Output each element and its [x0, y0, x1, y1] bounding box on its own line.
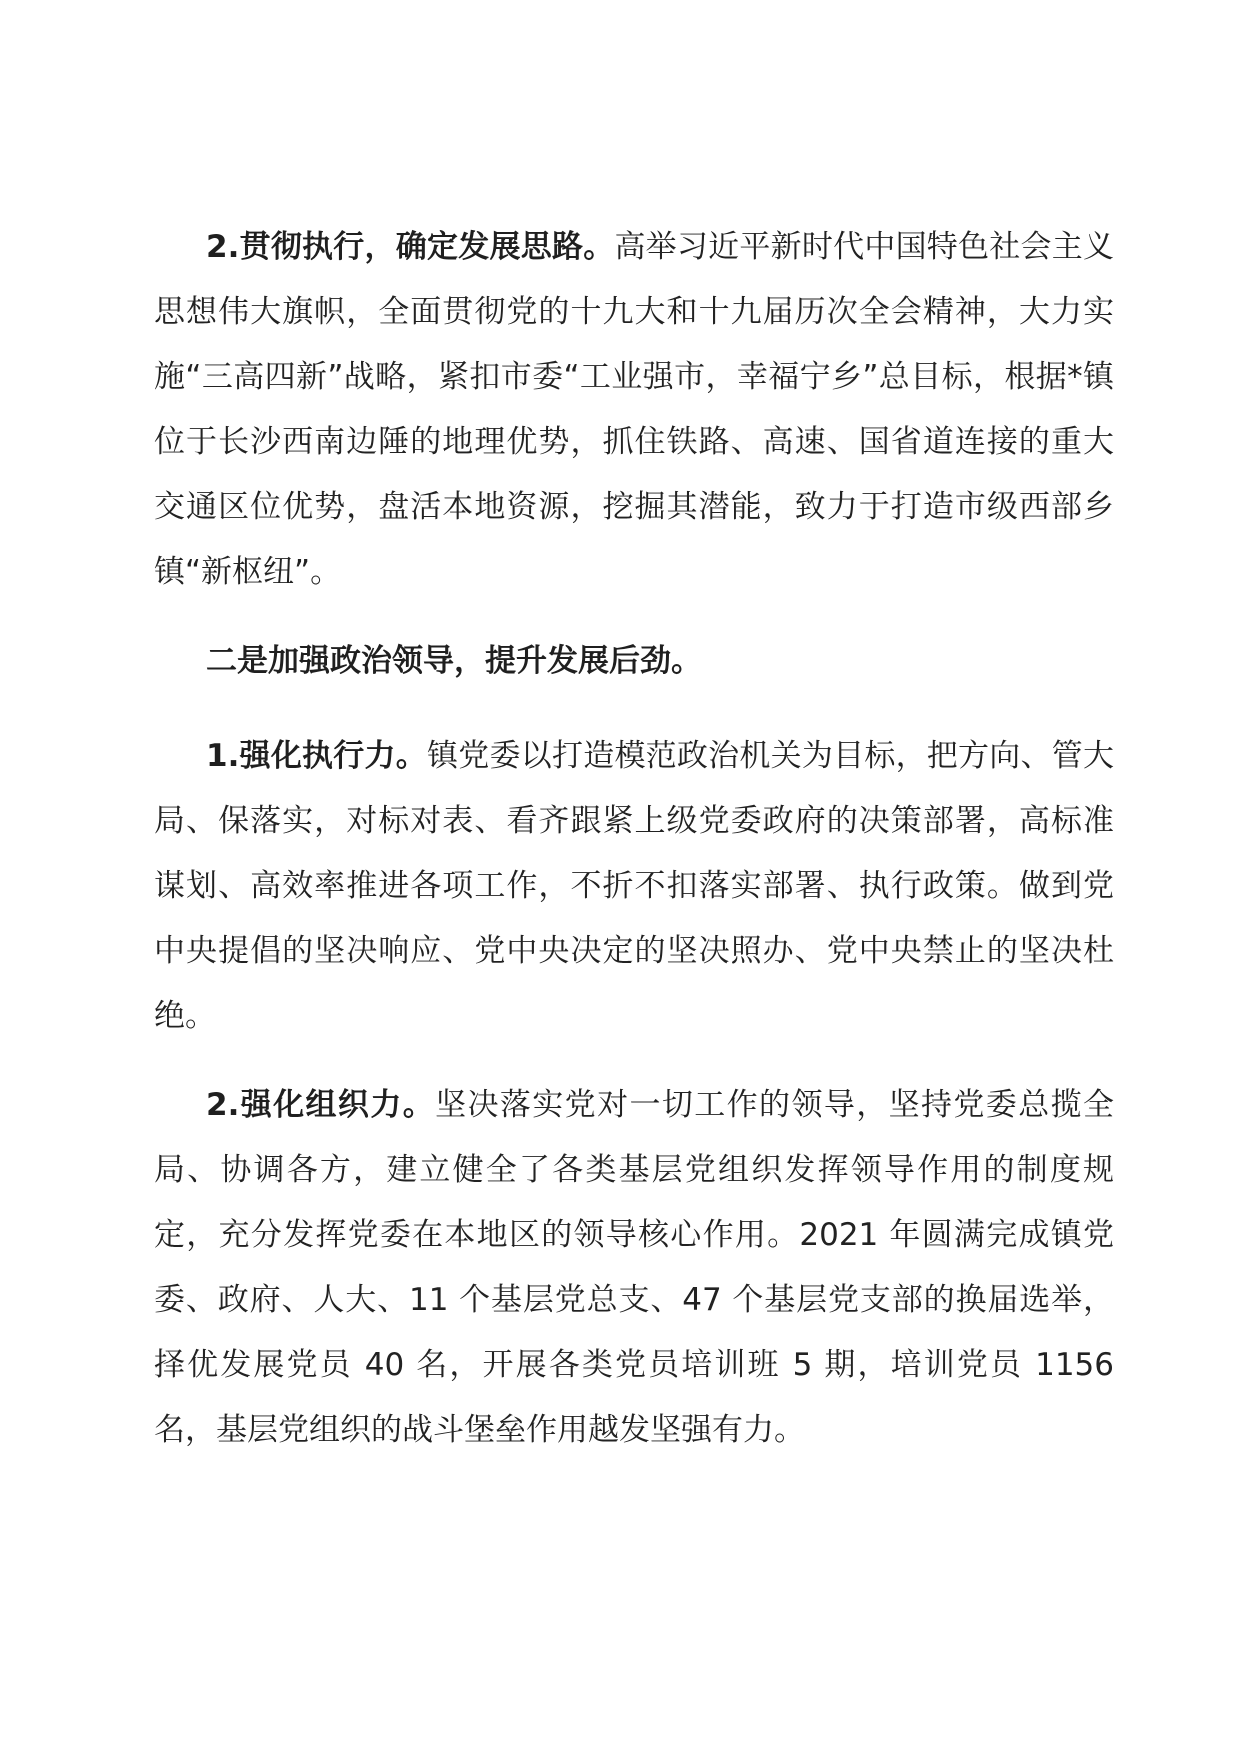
paragraph-development-approach — [154, 215, 1114, 605]
section-heading-political-leadership — [154, 629, 1114, 694]
paragraph-organization — [154, 1073, 1114, 1463]
document-body — [154, 215, 1114, 1487]
paragraph-execution — [154, 724, 1114, 1049]
paragraph-text: 镇党委以打造模范政治机关为目标，把方向、管大局、保落实，对标对表、看齐跟紧上级党委政府的决策部署，高标准谋划、高效率推进各项工作，不折不扣落实部署、执行政策。做到党中央提倡的坚决响应、党中央决定的坚决照办、党中央禁止的坚决杜绝。 — [154, 738, 1114, 1034]
paragraph-lead: 2.贯彻执行，确定发展思路。 — [206, 229, 615, 265]
paragraph-text: 坚决落实党对一切工作的领导，坚持党委总揽全局、协调各方，建立健全了各类基层党组织发挥领导作用的制度规定，充分发挥党委在本地区的领导核心作用。2021 年圆满完成镇党委、政府、人大、11 个基层党总支、47 个基层党支部的换届选举，择优发展党员 40 名，开展各类党员培训班 5 期，培训党员 1156 名，基层党组织的战斗堡垒作用越发坚强有力。 — [154, 1087, 1114, 1448]
paragraph-lead: 1.强化执行力。 — [206, 738, 428, 774]
section-heading-text: 二是加强政治领导，提升发展后劲。 — [206, 643, 702, 679]
paragraph-lead: 2.强化组织力。 — [206, 1087, 436, 1123]
paragraph-text: 高举习近平新时代中国特色社会主义思想伟大旗帜，全面贯彻党的十九大和十九届历次全会精神，大力实施“三高四新”战略，紧扣市委“工业强市，幸福宁乡”总目标，根据*镇位于长沙西南边陲的地理优势，抓住铁路、高速、国省道连接的重大交通区位优势，盘活本地资源，挖掘其潜能，致力于打造市级西部乡镇“新枢纽”。 — [154, 229, 1114, 590]
